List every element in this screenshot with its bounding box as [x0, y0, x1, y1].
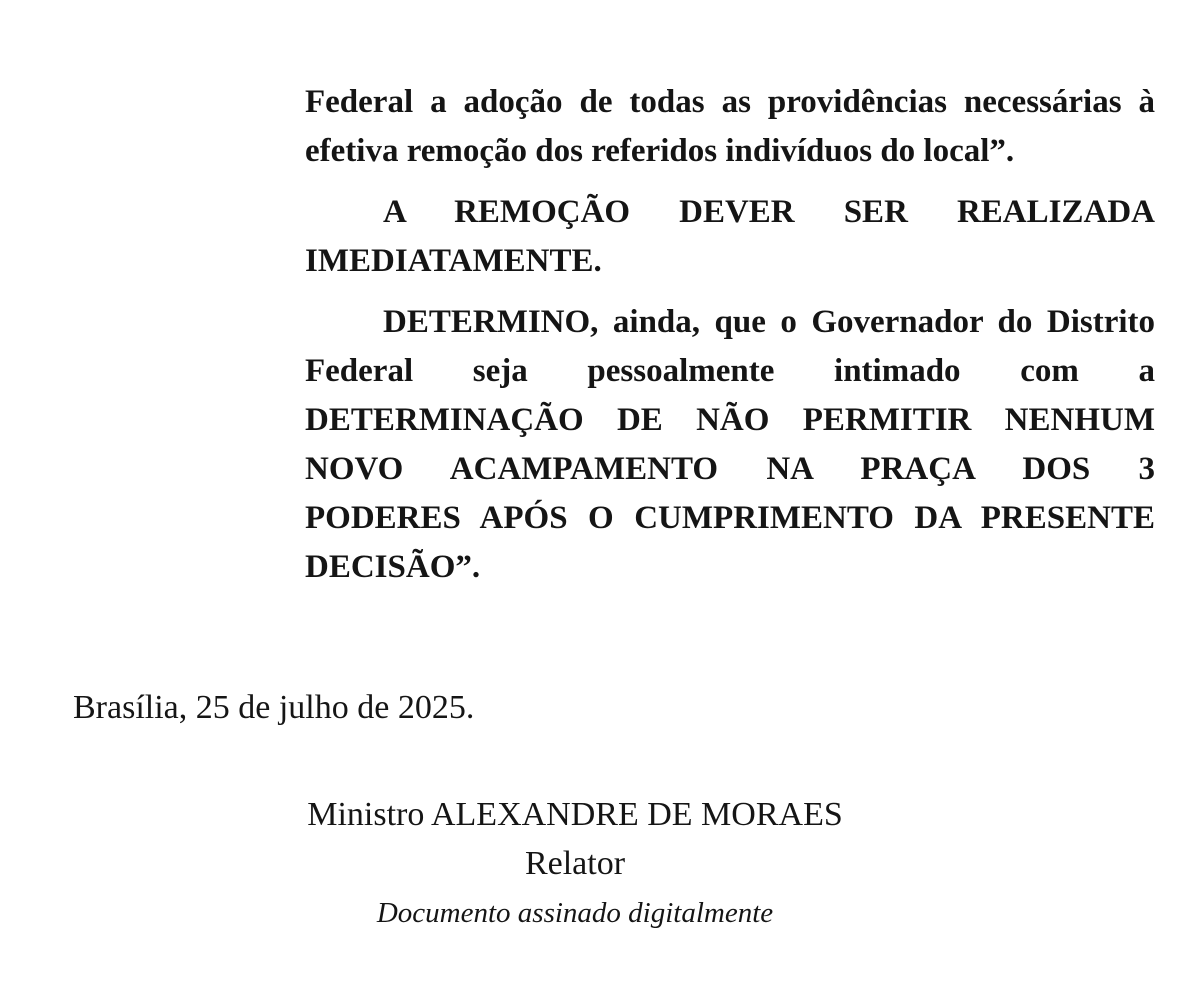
text-line: Federal a adoção de todas as providências necessárias à — [305, 84, 1155, 120]
text-line: efetiva remoção dos referidos indivíduos do local”. — [305, 133, 1015, 169]
text-line: IMEDIATAMENTE. — [305, 243, 602, 279]
text-line: DETERMINO, ainda, que o Governador do Distrito — [383, 304, 1155, 340]
text-line: DETERMINAÇÃO DE NÃO PERMITIR NENHUM — [305, 402, 1155, 438]
paragraph-removal-measures — [305, 78, 1155, 176]
quoted-decision-text — [305, 78, 1155, 592]
text-line: DECISÃO”. — [305, 549, 481, 585]
signature-block — [275, 792, 875, 936]
paragraph-governor-determination — [305, 298, 1155, 592]
text-line: A REMOÇÃO DEVER SER REALIZADA — [383, 194, 1155, 230]
text-line: PODERES APÓS O CUMPRIMENTO DA PRESENTE — [305, 500, 1155, 536]
text-line: NOVO ACAMPAMENTO NA PRAÇA DOS 3 — [305, 451, 1155, 487]
paragraph-immediate-removal — [305, 188, 1155, 286]
text-line: Federal seja pessoalmente intimado com a — [305, 353, 1155, 389]
signatory-name: Ministro ALEXANDRE DE MORAES — [307, 796, 843, 833]
place-and-date: Brasília, 25 de julho de 2025. — [73, 689, 475, 726]
digital-signature-note: Documento assinado digitalmente — [376, 897, 774, 929]
signatory-role: Relator — [524, 845, 626, 882]
